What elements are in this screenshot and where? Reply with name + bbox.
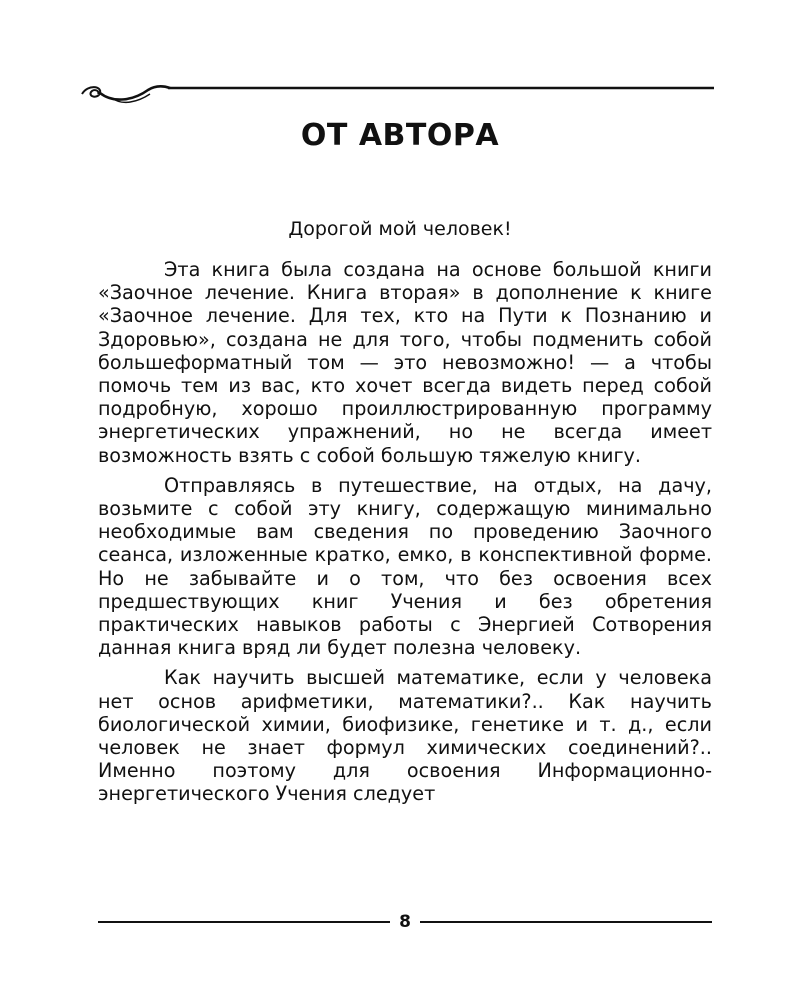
body-text xyxy=(98,258,712,813)
paragraph-3: Как научить высшей математике, если у человека нет основ арифметики, математики?.. Как научить биологической химии, биофизике, генетике и т. д., если человек не знает формул химических соединений?.. Именно поэтому для освоения Информационно-энергетического Учения следует xyxy=(98,666,712,806)
page-number: 8 xyxy=(399,912,411,932)
footer-rule-right xyxy=(420,921,712,923)
ornamental-rule xyxy=(78,78,714,108)
greeting: Дорогой мой человек! xyxy=(288,218,512,240)
paragraph-1: Эта книга была создана на основе большой книги «Заочное лечение. Книга вторая» в дополнение к книге «Заочное лечение. Для тех, кто на Пути к Познанию и Здоровью», создана не для того, чтобы подменить собой большеформатный том — это невозможно! — а чтобы помочь тем из вас, кто хочет всегда видеть перед собой подробную, хорошо проиллюстрированную программу энергетических упражнений, но не всегда имеет возможность взять с собой большую тяжелую книгу. xyxy=(98,258,712,467)
page-title: ОТ АВТОРА xyxy=(300,118,500,153)
page-footer xyxy=(98,910,712,934)
paragraph-2: Отправляясь в путешествие, на отдых, на дачу, возьмите с собой эту книгу, содержащую минимально необходимые вам сведения по проведению Заочного сеанса, изложенные кратко, емко, в конспективной форме. Но не забывайте и о том, что без освоения всех предшествующих книг Учения и без обретения практических навыков работы с Энергией Сотворения данная книга вряд ли будет полезна человеку. xyxy=(98,473,712,660)
